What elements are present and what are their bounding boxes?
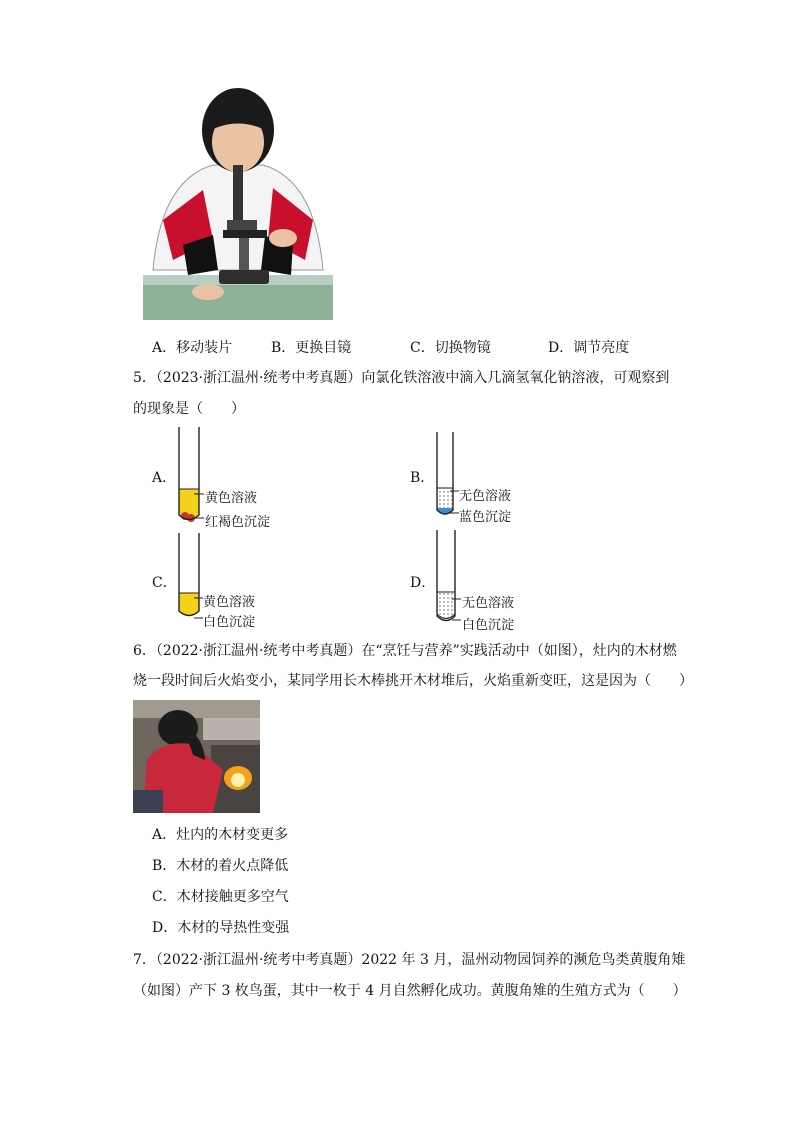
q5-option-b-bottom-label: 蓝色沉淀 — [459, 510, 512, 525]
q6-stem-line1: 6．（2022·浙江温州·统考中考真题）在“烹饪与营养”实践活动中（如图），灶内的木材燃 — [133, 643, 677, 659]
q5-option-c-letter[interactable]: C． — [152, 575, 177, 591]
q5-stem-line1: 5．（2023·浙江温州·统考中考真题）向氯化铁溶液中滴入几滴氢氧化钠溶液，可观察到 — [133, 370, 670, 386]
q5-stem-line2: 的现象是（ ） — [133, 401, 245, 417]
q7-stem-line2: （如图）产下 3 枚鸟蛋，其中一枚于 4 月自然孵化成功。黄腹角雉的生殖方式为（ ） — [133, 983, 687, 999]
q5-option-d-letter[interactable]: D． — [410, 575, 436, 591]
q7-stem-line1: 7．（2022·浙江温州·统考中考真题）2022 年 3 月，温州动物园饲养的濒危鸟类黄腹角雉 — [133, 952, 686, 968]
q6-stem-line2: 烧一段时间后火焰变小，某同学用长木棒挑开木材堆后，火焰重新变旺，这是因为（ ） — [133, 673, 693, 689]
q4-option-d[interactable]: D．调节亮度 — [548, 340, 630, 356]
q5-option-b-top-label: 无色溶液 — [459, 489, 512, 504]
q5-option-a-bottom-label: 红褐色沉淀 — [205, 515, 271, 530]
q5-option-a-top-label: 黄色溶液 — [205, 491, 258, 506]
q5-option-d-top-label: 无色溶液 — [462, 596, 515, 611]
q5-option-b-letter[interactable]: B． — [410, 470, 435, 486]
q5-option-d-bottom-label: 白色沉淀 — [462, 618, 515, 633]
q5-option-a-letter[interactable]: A． — [152, 470, 177, 486]
microscope-student-photo — [143, 70, 333, 320]
q5-option-c-bottom-label: 白色沉淀 — [203, 615, 256, 630]
q4-option-a[interactable]: A．移动装片 — [152, 340, 233, 356]
q6-option-b[interactable]: B．木材的着火点降低 — [152, 858, 289, 874]
q6-option-d[interactable]: D．木材的导热性变强 — [152, 920, 290, 936]
cooking-stove-photo — [133, 700, 260, 813]
q6-option-a[interactable]: A．灶内的木材变更多 — [152, 827, 289, 843]
q5-option-c-top-label: 黄色溶液 — [203, 595, 256, 610]
q4-option-b[interactable]: B．更换目镜 — [271, 340, 352, 356]
q4-option-c[interactable]: C．切换物镜 — [410, 340, 491, 356]
q6-option-c[interactable]: C．木材接触更多空气 — [152, 889, 289, 905]
